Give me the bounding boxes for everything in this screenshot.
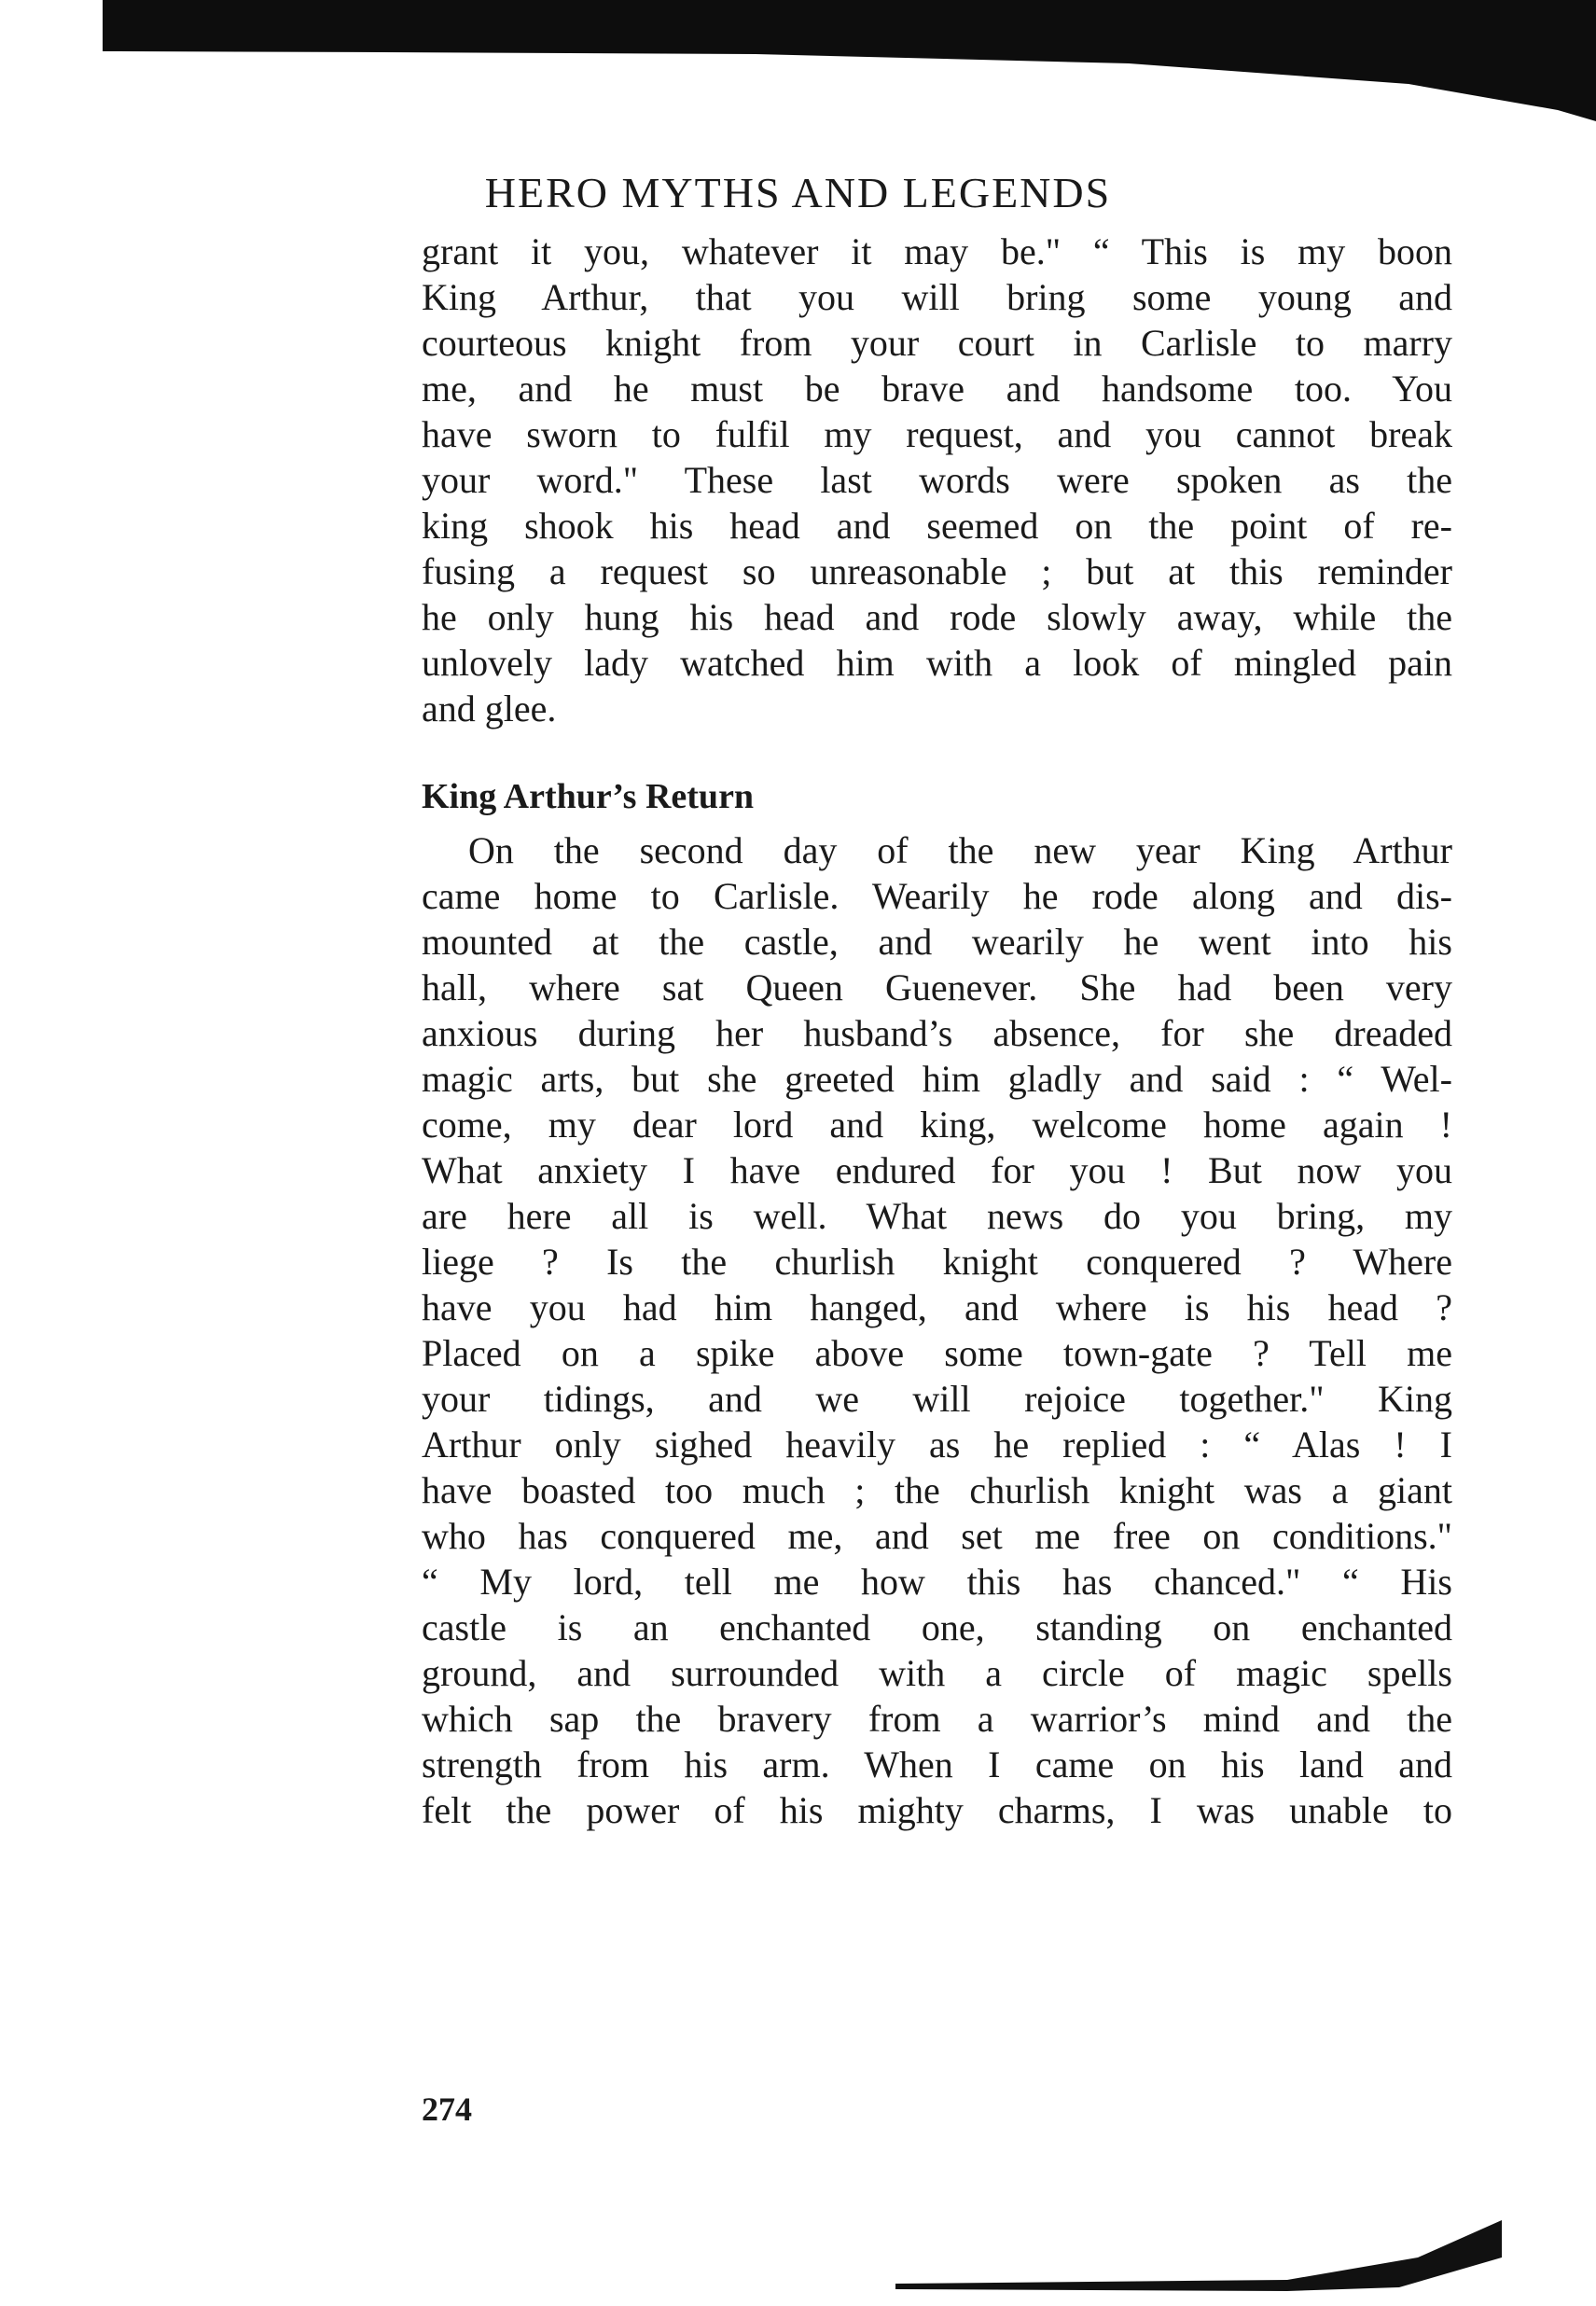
text-line: who has conquered me, and set me free on conditions." — [422, 1515, 1452, 1557]
text-line: strength from his arm. When I came on his land and — [422, 1743, 1452, 1785]
scan-edge-shadow-top — [103, 0, 1596, 140]
text-line: hall, where sat Queen Guenever. She had been very — [422, 966, 1452, 1008]
text-line: are here all is well. What news do you bring, my — [422, 1195, 1452, 1237]
text-line: king shook his head and seemed on the point of re- — [422, 505, 1452, 547]
text-line: he only hung his head and rode slowly away, while the — [422, 596, 1452, 638]
text-line: grant it you, whatever it may be." “ This is my boon — [422, 230, 1452, 272]
paragraph-1 — [422, 229, 1452, 731]
text-line: liege ? Is the churlish knight conquered ? Where — [422, 1241, 1452, 1283]
text-line: ground, and surrounded with a circle of magic spells — [422, 1652, 1452, 1694]
text-line: castle is an enchanted one, standing on enchanted — [422, 1606, 1452, 1648]
text-line: mounted at the castle, and wearily he went into his — [422, 921, 1452, 963]
text-line: Arthur only sighed heavily as he replied : “ Alas ! I — [422, 1424, 1452, 1466]
text-line: and glee. — [422, 688, 557, 729]
text-line: “ My lord, tell me how this has chanced." “ His — [422, 1561, 1452, 1603]
text-line: have sworn to fulfil my request, and you cannot break — [422, 413, 1452, 455]
text-line: me, and he must be brave and handsome too. You — [422, 368, 1452, 410]
text-line: Placed on a spike above some town-gate ? Tell me — [422, 1332, 1452, 1374]
text-line: your word." These last words were spoken as the — [422, 459, 1452, 501]
text-line: came home to Carlisle. Wearily he rode along and dis- — [422, 875, 1452, 917]
text-line: have boasted too much ; the churlish knight was a giant — [422, 1469, 1452, 1511]
text-line: What anxiety I have endured for you ! But now you — [422, 1149, 1452, 1191]
text-line: unlovely lady watched him with a look of mingled pain — [422, 642, 1452, 684]
page-number: 274 — [422, 2091, 472, 2128]
text-line: anxious during her husband’s absence, for she dreaded — [422, 1012, 1452, 1054]
running-head: HERO MYTHS AND LEGENDS — [484, 169, 1112, 216]
text-line: courteous knight from your court in Carlisle to marry — [422, 322, 1452, 364]
text-line: which sap the bravery from a warrior’s mind and the — [422, 1698, 1452, 1740]
text-line: fusing a request so unreasonable ; but at this reminder — [422, 550, 1452, 592]
text-line: your tidings, and we will rejoice together." King — [422, 1378, 1452, 1420]
text-line: come, my dear lord and king, welcome home again ! — [422, 1104, 1452, 1146]
page-body — [422, 229, 1452, 1833]
text-line: King Arthur, that you will bring some young and — [422, 276, 1452, 318]
paragraph-2 — [422, 827, 1452, 1833]
section-heading: King Arthur’s Return — [422, 777, 755, 816]
text-line: magic arts, but she greeted him gladly and said : “ Wel- — [422, 1058, 1452, 1100]
text-line: On the second day of the new year King Arthur — [468, 829, 1452, 871]
scan-edge-shadow-bottom — [895, 2202, 1502, 2306]
text-line: felt the power of his mighty charms, I was unable to — [422, 1789, 1452, 1831]
text-line: have you had him hanged, and where is his head ? — [422, 1286, 1452, 1328]
